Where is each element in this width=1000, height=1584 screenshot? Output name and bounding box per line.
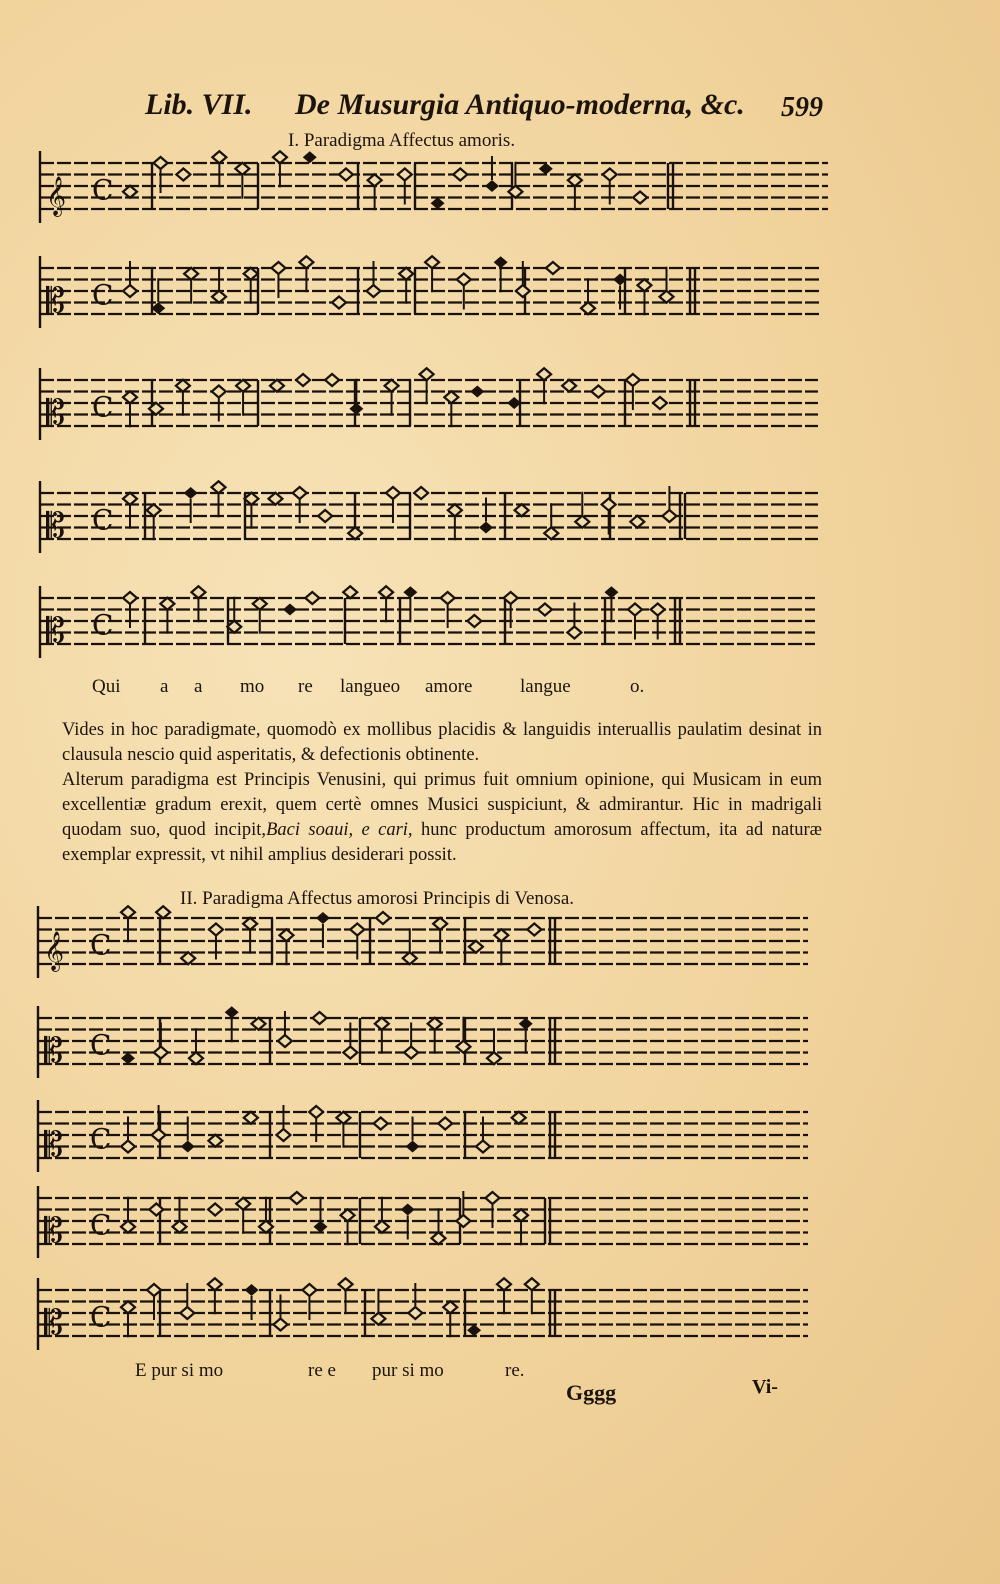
note-head — [271, 262, 285, 274]
note-head — [316, 912, 330, 924]
note-head — [376, 912, 390, 924]
note-head — [123, 186, 137, 198]
note-head — [243, 918, 257, 930]
note-head — [485, 1192, 499, 1204]
lyric-syllable: E pur si mo — [135, 1360, 224, 1381]
time-signature: C — [92, 608, 114, 642]
note-head — [154, 157, 168, 169]
note-head — [660, 291, 674, 303]
note-head — [497, 1278, 511, 1290]
note-head — [651, 604, 665, 616]
clef-glyph: 𝄡 — [44, 1303, 63, 1343]
time-signature: C — [92, 390, 114, 424]
note-head — [147, 504, 161, 516]
note-head — [398, 169, 412, 181]
note-head — [313, 1012, 327, 1024]
note-head — [343, 586, 357, 598]
note-head — [470, 386, 484, 398]
note-head — [336, 1112, 350, 1124]
note-head — [438, 1118, 452, 1130]
note-head — [519, 1018, 533, 1030]
lyric-syllable: amore — [425, 676, 473, 697]
note-head — [181, 1141, 195, 1153]
note-head — [431, 197, 445, 209]
note-head — [546, 262, 560, 274]
time-signature: C — [90, 1208, 112, 1242]
note-head — [404, 1047, 418, 1059]
note-head — [494, 256, 508, 268]
note-head — [408, 1307, 422, 1319]
note-head — [406, 1141, 420, 1153]
note-head — [420, 368, 434, 380]
note-head — [184, 487, 198, 499]
note-head — [181, 952, 195, 964]
note-head — [212, 386, 226, 398]
note-head — [568, 174, 582, 186]
clef-glyph: 𝄡 — [44, 1031, 63, 1071]
note-head — [467, 615, 481, 627]
note-head — [467, 1324, 481, 1336]
note-head — [494, 929, 508, 941]
note-head — [123, 391, 137, 403]
note-head — [244, 493, 258, 505]
time-signature: C — [90, 928, 112, 962]
note-head — [453, 169, 467, 181]
note-head — [154, 1047, 168, 1059]
note-head — [245, 1284, 259, 1296]
lyric-syllable: langueo — [340, 676, 401, 697]
note-head — [227, 621, 241, 633]
clef-glyph: 𝄞 — [44, 931, 65, 971]
note-head — [485, 180, 499, 192]
note-head — [208, 1278, 222, 1290]
note-head — [375, 1221, 389, 1233]
note-head — [273, 1319, 287, 1331]
note-head — [270, 380, 284, 392]
note-head — [456, 1041, 470, 1053]
note-head — [339, 1278, 353, 1290]
note-head — [184, 268, 198, 280]
clef-glyph: 𝄡 — [46, 281, 65, 321]
note-head — [433, 918, 447, 930]
note-head — [348, 527, 362, 539]
note-head — [305, 592, 319, 604]
note-head — [368, 174, 382, 186]
note-head — [341, 1209, 355, 1221]
note-head — [432, 1232, 446, 1244]
note-head — [653, 397, 667, 409]
note-head — [349, 403, 363, 415]
catchword: Vi- — [752, 1376, 778, 1398]
note-head — [448, 504, 462, 516]
note-head — [425, 256, 439, 268]
note-head — [371, 1313, 385, 1325]
note-head — [591, 386, 605, 398]
clef-glyph: 𝄡 — [46, 506, 65, 546]
note-head — [278, 1035, 292, 1047]
example2-caption: II. Paradigma Affectus amorosi Principis di Venosa. — [180, 888, 575, 909]
time-signature: C — [90, 1122, 112, 1156]
note-head — [414, 487, 428, 499]
time-signature: C — [90, 1300, 112, 1334]
note-head — [479, 522, 493, 534]
time-signature: C — [92, 278, 114, 312]
note-head — [273, 151, 287, 163]
lyric-syllable: Qui — [92, 676, 121, 697]
note-head — [512, 1112, 526, 1124]
note-head — [212, 481, 226, 493]
note-head — [268, 493, 282, 505]
note-head — [180, 1307, 194, 1319]
time-signature: C — [90, 1028, 112, 1062]
note-head — [209, 924, 223, 936]
madrigal-incipit: Baci soaui, e cari, — [266, 820, 413, 840]
note-head — [444, 391, 458, 403]
note-head — [251, 1018, 265, 1030]
note-head — [633, 192, 647, 204]
time-signature: C — [92, 503, 114, 537]
note-head — [189, 1052, 203, 1064]
note-head — [152, 1129, 166, 1141]
paragraph-2 — [62, 768, 822, 868]
clef-glyph: 𝄡 — [46, 393, 65, 433]
note-head — [514, 1209, 528, 1221]
note-head — [386, 487, 400, 499]
note-head — [236, 1198, 250, 1210]
note-head — [160, 598, 174, 610]
note-head — [123, 493, 137, 505]
note-head — [276, 1129, 290, 1141]
note-head — [403, 586, 417, 598]
note-head — [630, 516, 644, 528]
note-head — [626, 374, 640, 386]
note-head — [343, 1047, 357, 1059]
page-number: 599 — [781, 92, 823, 123]
note-head — [290, 1192, 304, 1204]
note-head — [236, 380, 250, 392]
note-head — [176, 380, 190, 392]
note-head — [562, 380, 576, 392]
note-head — [293, 487, 307, 499]
note-head — [208, 1204, 222, 1216]
note-head — [339, 169, 353, 181]
example1-caption: I. Paradigma Affectus amoris. — [288, 130, 516, 151]
note-head — [399, 268, 413, 280]
note-head — [581, 302, 595, 314]
note-head — [225, 1006, 239, 1018]
note-head — [156, 906, 170, 918]
note-head — [244, 1112, 258, 1124]
note-head — [296, 374, 310, 386]
note-head — [121, 1141, 135, 1153]
note-head — [539, 163, 553, 175]
music-staff — [40, 493, 818, 539]
signature-mark: Gggg — [566, 1380, 617, 1405]
lyric-syllable: o. — [630, 676, 645, 697]
note-head — [375, 1018, 389, 1030]
note-head — [602, 499, 616, 511]
note-head — [374, 1118, 388, 1130]
running-title: De Musurgia Antiquo-moderna, &c. — [295, 88, 745, 121]
note-head — [123, 592, 137, 604]
note-head — [637, 279, 651, 291]
note-head — [212, 291, 226, 303]
note-head — [401, 1204, 415, 1216]
lyric-syllable: re e — [308, 1360, 336, 1381]
note-head — [567, 627, 581, 639]
note-head — [121, 906, 135, 918]
example1-lyrics — [0, 676, 1000, 700]
paragraph-2-text: Alterum paradigma est Principis Venusini, qui primus fuit omnium opinione, qui Musicam in eum excellentiæ gradum erexit, quem certè omnes Musici suspiciunt, & admirantur. Hic in madrigali quodam suo, quod incipit, — [62, 770, 822, 840]
note-head — [279, 929, 293, 941]
note-head — [302, 1284, 316, 1296]
note-head — [487, 1052, 501, 1064]
note-head — [325, 374, 339, 386]
note-head — [235, 163, 249, 175]
lyric-syllable: a — [194, 676, 203, 697]
note-head — [544, 527, 558, 539]
note-head — [662, 510, 676, 522]
note-head — [538, 604, 552, 616]
note-head — [121, 1052, 135, 1064]
note-head — [191, 586, 205, 598]
clef-glyph: 𝄡 — [44, 1211, 63, 1251]
note-head — [379, 586, 393, 598]
note-head — [151, 302, 165, 314]
lyric-syllable: pur si mo — [372, 1360, 444, 1381]
note-head — [253, 598, 267, 610]
commentary-text — [62, 718, 822, 868]
note-head — [603, 169, 617, 181]
note-head — [527, 924, 541, 936]
note-head — [299, 256, 313, 268]
note-head — [283, 604, 297, 616]
lyric-syllable: a — [160, 676, 169, 697]
clef-glyph: 𝄞 — [46, 176, 67, 216]
note-head — [456, 1215, 470, 1227]
lyric-syllable: langue — [520, 676, 571, 697]
note-head — [515, 504, 529, 516]
music-staff — [38, 918, 808, 964]
note-head — [208, 1135, 222, 1147]
note-head — [303, 151, 317, 163]
example2-lyrics — [0, 1360, 1000, 1384]
note-head — [123, 285, 137, 297]
note-head — [309, 1106, 323, 1118]
note-head — [121, 1301, 135, 1313]
paragraph-1: Vides in hoc paradigmate, quomodò ex mollibus placidis & languidis interuallis paulatim desinat in clausula nescio quid asperitatis, & defectionis obtinente. — [62, 720, 822, 765]
note-head — [173, 1221, 187, 1233]
clef-glyph: 𝄡 — [46, 611, 65, 651]
book-number: Lib. VII. — [145, 88, 253, 121]
note-head — [176, 169, 190, 181]
paragraph-2-text-end: hunc productum amorosum affectum, ita ad naturæ exemplar expressit, vt nihil amplius desiderari possit. — [62, 820, 822, 865]
note-head — [441, 592, 455, 604]
music-staff — [40, 598, 815, 644]
note-head — [516, 285, 530, 297]
note-head — [318, 510, 332, 522]
note-head — [366, 285, 380, 297]
note-head — [313, 1221, 327, 1233]
note-head — [628, 604, 642, 616]
note-head — [457, 274, 471, 286]
note-head — [212, 151, 226, 163]
note-head — [476, 1141, 490, 1153]
lyric-syllable: mo — [240, 676, 265, 697]
note-head — [537, 368, 551, 380]
note-head — [604, 586, 618, 598]
music-staff — [38, 1018, 808, 1064]
clef-glyph: 𝄡 — [44, 1125, 63, 1165]
note-head — [575, 516, 589, 528]
note-head — [385, 380, 399, 392]
note-head — [525, 1278, 539, 1290]
note-head — [332, 297, 346, 309]
note-head — [469, 941, 483, 953]
time-signature: C — [92, 173, 114, 207]
lyric-syllable: re. — [505, 1360, 525, 1381]
note-head — [428, 1018, 442, 1030]
note-head — [508, 186, 522, 198]
note-head — [350, 924, 364, 936]
note-head — [403, 952, 417, 964]
note-head — [244, 268, 258, 280]
note-head — [443, 1301, 457, 1313]
lyric-syllable: re — [298, 676, 313, 697]
note-head — [121, 1221, 135, 1233]
